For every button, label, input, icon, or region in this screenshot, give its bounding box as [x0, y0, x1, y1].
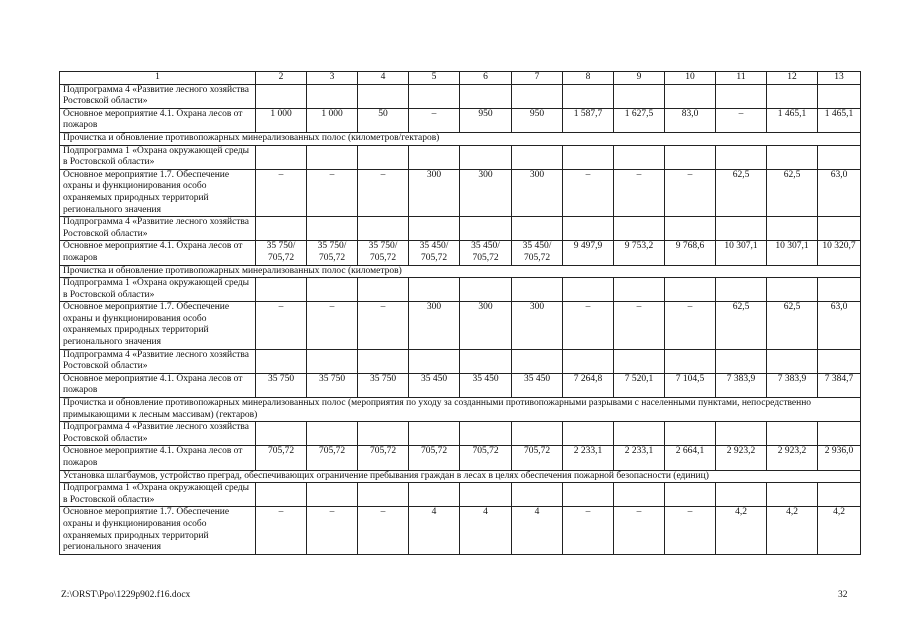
empty-cell: [563, 84, 614, 108]
empty-cell: [358, 217, 409, 241]
column-number: 5: [409, 72, 460, 85]
value-cell: –: [665, 169, 716, 216]
empty-cell: [818, 483, 861, 507]
value-cell: 950: [512, 108, 563, 132]
value-cell: 4: [409, 507, 460, 554]
value-cell: 2 233,1: [563, 446, 614, 470]
value-cell: 35 750: [307, 373, 358, 397]
empty-cell: [307, 349, 358, 373]
column-number: 10: [665, 72, 716, 85]
empty-cell: [409, 422, 460, 446]
empty-cell: [716, 349, 767, 373]
value-cell: 1 465,1: [767, 108, 818, 132]
empty-cell: [767, 349, 818, 373]
value-cell: –: [358, 169, 409, 216]
value-cell: 35 750/ 705,72: [256, 241, 307, 265]
empty-cell: [409, 145, 460, 169]
value-cell: 1 465,1: [818, 108, 861, 132]
empty-cell: [563, 278, 614, 302]
section-row: [60, 132, 861, 145]
subprogram-row: [60, 278, 861, 302]
empty-cell: [358, 84, 409, 108]
empty-cell: [665, 84, 716, 108]
table-row: [60, 507, 861, 554]
empty-cell: [512, 217, 563, 241]
empty-cell: [512, 84, 563, 108]
value-cell: –: [256, 302, 307, 349]
empty-cell: [358, 278, 409, 302]
empty-cell: [307, 278, 358, 302]
value-cell: 35 450: [512, 373, 563, 397]
value-cell: –: [614, 302, 665, 349]
measure-label: Основное мероприятие 1.7. Обеспечение охраны и функционирования особо охраняемых природных территорий регионального значения: [60, 507, 256, 554]
empty-cell: [767, 84, 818, 108]
empty-cell: [409, 483, 460, 507]
table-row: [60, 241, 861, 265]
empty-cell: [460, 84, 512, 108]
empty-cell: [460, 145, 512, 169]
empty-cell: [307, 422, 358, 446]
value-cell: 2 233,1: [614, 446, 665, 470]
value-cell: 4: [460, 507, 512, 554]
value-cell: 50: [358, 108, 409, 132]
value-cell: 83,0: [665, 108, 716, 132]
value-cell: 4: [512, 507, 563, 554]
value-cell: 10 320,7: [818, 241, 861, 265]
subprogram-row: [60, 483, 861, 507]
empty-cell: [307, 84, 358, 108]
value-cell: 10 307,1: [716, 241, 767, 265]
value-cell: –: [358, 507, 409, 554]
empty-cell: [716, 145, 767, 169]
empty-cell: [716, 422, 767, 446]
empty-cell: [409, 84, 460, 108]
column-number: 2: [256, 72, 307, 85]
value-cell: 300: [409, 169, 460, 216]
section-row: [60, 398, 861, 422]
empty-cell: [409, 217, 460, 241]
value-cell: –: [307, 507, 358, 554]
value-cell: 4,2: [818, 507, 861, 554]
empty-cell: [358, 483, 409, 507]
empty-cell: [256, 278, 307, 302]
empty-cell: [563, 422, 614, 446]
empty-cell: [512, 349, 563, 373]
column-number: 3: [307, 72, 358, 85]
value-cell: –: [563, 169, 614, 216]
column-number: 7: [512, 72, 563, 85]
value-cell: 705,72: [460, 446, 512, 470]
value-cell: 1 000: [307, 108, 358, 132]
subprogram-row: [60, 84, 861, 108]
value-cell: 7 383,9: [767, 373, 818, 397]
empty-cell: [614, 349, 665, 373]
section-row: [60, 470, 861, 483]
empty-cell: [460, 217, 512, 241]
empty-cell: [307, 145, 358, 169]
section-title: Прочистка и обновление противопожарных минерализованных полос (километров/гектаров): [60, 132, 861, 145]
empty-cell: [614, 84, 665, 108]
value-cell: 62,5: [716, 169, 767, 216]
column-number: 1: [60, 72, 256, 85]
empty-cell: [818, 349, 861, 373]
subprogram-label: Подпрограмма 4 «Развитие лесного хозяйства Ростовской области»: [60, 217, 256, 241]
empty-cell: [563, 217, 614, 241]
value-cell: –: [256, 507, 307, 554]
table-row: [60, 373, 861, 397]
value-cell: 300: [512, 169, 563, 216]
value-cell: 7 104,5: [665, 373, 716, 397]
table-body: [60, 72, 861, 555]
section-title: Прочистка и обновление противопожарных минерализованных полос (километров): [60, 265, 861, 278]
empty-cell: [818, 145, 861, 169]
column-number: 6: [460, 72, 512, 85]
empty-cell: [307, 483, 358, 507]
indicators-table: [59, 71, 861, 555]
value-cell: 35 450/ 705,72: [409, 241, 460, 265]
empty-cell: [818, 278, 861, 302]
subprogram-label: Подпрограмма 1 «Охрана окружающей среды в Ростовской области»: [60, 483, 256, 507]
empty-cell: [767, 217, 818, 241]
subprogram-row: [60, 217, 861, 241]
empty-cell: [256, 217, 307, 241]
empty-cell: [818, 422, 861, 446]
value-cell: 1 627,5: [614, 108, 665, 132]
value-cell: 7 383,9: [716, 373, 767, 397]
subprogram-row: [60, 145, 861, 169]
value-cell: 35 750: [358, 373, 409, 397]
value-cell: 35 750: [256, 373, 307, 397]
value-cell: 7 264,8: [563, 373, 614, 397]
value-cell: 705,72: [256, 446, 307, 470]
subprogram-row: [60, 349, 861, 373]
subprogram-label: Подпрограмма 4 «Развитие лесного хозяйства Ростовской области»: [60, 84, 256, 108]
empty-cell: [358, 349, 409, 373]
empty-cell: [460, 349, 512, 373]
table-row: [60, 446, 861, 470]
value-cell: 705,72: [358, 446, 409, 470]
value-cell: 2 923,2: [716, 446, 767, 470]
value-cell: –: [716, 108, 767, 132]
empty-cell: [409, 349, 460, 373]
empty-cell: [256, 145, 307, 169]
empty-cell: [563, 145, 614, 169]
empty-cell: [716, 278, 767, 302]
value-cell: 950: [460, 108, 512, 132]
subprogram-row: [60, 422, 861, 446]
value-cell: 63,0: [818, 302, 861, 349]
empty-cell: [716, 483, 767, 507]
empty-cell: [512, 483, 563, 507]
value-cell: 9 753,2: [614, 241, 665, 265]
section-title: Прочистка и обновление противопожарных минерализованных полос (мероприятия по уходу за созданными противопожарными разрывами с населенными пунктами, непосредственно примыкающими к лесным массивам) (гектаров): [60, 398, 861, 422]
empty-cell: [665, 349, 716, 373]
empty-cell: [665, 145, 716, 169]
empty-cell: [614, 145, 665, 169]
value-cell: 300: [460, 169, 512, 216]
page-number: 32: [838, 590, 848, 600]
value-cell: 35 450: [460, 373, 512, 397]
empty-cell: [665, 422, 716, 446]
value-cell: 7 520,1: [614, 373, 665, 397]
value-cell: 35 450/ 705,72: [460, 241, 512, 265]
value-cell: 63,0: [818, 169, 861, 216]
empty-cell: [614, 217, 665, 241]
empty-cell: [665, 483, 716, 507]
measure-label: Основное мероприятие 1.7. Обеспечение охраны и функционирования особо охраняемых природных территорий регионального значения: [60, 302, 256, 349]
value-cell: –: [256, 169, 307, 216]
value-cell: 705,72: [512, 446, 563, 470]
empty-cell: [767, 483, 818, 507]
value-cell: 7 384,7: [818, 373, 861, 397]
section-row: [60, 265, 861, 278]
empty-cell: [256, 349, 307, 373]
value-cell: –: [665, 302, 716, 349]
value-cell: –: [307, 169, 358, 216]
value-cell: 1 000: [256, 108, 307, 132]
value-cell: –: [409, 108, 460, 132]
empty-cell: [716, 217, 767, 241]
empty-cell: [716, 84, 767, 108]
table-row: [60, 108, 861, 132]
empty-cell: [409, 278, 460, 302]
subprogram-label: Подпрограмма 1 «Охрана окружающей среды в Ростовской области»: [60, 278, 256, 302]
empty-cell: [563, 483, 614, 507]
empty-cell: [614, 422, 665, 446]
empty-cell: [665, 278, 716, 302]
measure-label: Основное мероприятие 4.1. Охрана лесов от пожаров: [60, 373, 256, 397]
value-cell: 705,72: [307, 446, 358, 470]
column-number: 4: [358, 72, 409, 85]
value-cell: 4,2: [716, 507, 767, 554]
value-cell: –: [614, 507, 665, 554]
subprogram-label: Подпрограмма 1 «Охрана окружающей среды в Ростовской области»: [60, 145, 256, 169]
empty-cell: [307, 217, 358, 241]
subprogram-label: Подпрограмма 4 «Развитие лесного хозяйства Ростовской области»: [60, 349, 256, 373]
value-cell: 705,72: [409, 446, 460, 470]
empty-cell: [818, 84, 861, 108]
header-row: [60, 72, 861, 85]
value-cell: 2 923,2: [767, 446, 818, 470]
value-cell: 300: [512, 302, 563, 349]
table-row: [60, 302, 861, 349]
value-cell: –: [307, 302, 358, 349]
value-cell: 35 750/ 705,72: [307, 241, 358, 265]
value-cell: 9 768,6: [665, 241, 716, 265]
value-cell: –: [563, 507, 614, 554]
empty-cell: [767, 145, 818, 169]
value-cell: 10 307,1: [767, 241, 818, 265]
empty-cell: [614, 483, 665, 507]
subprogram-label: Подпрограмма 4 «Развитие лесного хозяйства Ростовской области»: [60, 422, 256, 446]
value-cell: 35 750/ 705,72: [358, 241, 409, 265]
value-cell: 62,5: [716, 302, 767, 349]
empty-cell: [767, 278, 818, 302]
column-number: 9: [614, 72, 665, 85]
column-number: 13: [818, 72, 861, 85]
value-cell: 9 497,9: [563, 241, 614, 265]
column-number: 12: [767, 72, 818, 85]
table-row: [60, 169, 861, 216]
value-cell: 4,2: [767, 507, 818, 554]
value-cell: –: [358, 302, 409, 349]
measure-label: Основное мероприятие 4.1. Охрана лесов от пожаров: [60, 108, 256, 132]
empty-cell: [512, 145, 563, 169]
value-cell: –: [563, 302, 614, 349]
empty-cell: [818, 217, 861, 241]
column-number: 11: [716, 72, 767, 85]
value-cell: 300: [409, 302, 460, 349]
value-cell: 62,5: [767, 302, 818, 349]
value-cell: 2 664,1: [665, 446, 716, 470]
empty-cell: [563, 349, 614, 373]
value-cell: –: [614, 169, 665, 216]
value-cell: 62,5: [767, 169, 818, 216]
column-number: 8: [563, 72, 614, 85]
empty-cell: [512, 278, 563, 302]
empty-cell: [460, 422, 512, 446]
value-cell: 35 450: [409, 373, 460, 397]
empty-cell: [358, 145, 409, 169]
measure-label: Основное мероприятие 4.1. Охрана лесов от пожаров: [60, 446, 256, 470]
empty-cell: [460, 278, 512, 302]
empty-cell: [256, 422, 307, 446]
value-cell: 35 450/ 705,72: [512, 241, 563, 265]
value-cell: 1 587,7: [563, 108, 614, 132]
footer-file-path: Z:\ORST\Ppo\1229p902.f16.docx: [61, 590, 191, 600]
empty-cell: [512, 422, 563, 446]
measure-label: Основное мероприятие 1.7. Обеспечение охраны и функционирования особо охраняемых природных территорий регионального значения: [60, 169, 256, 216]
value-cell: –: [665, 507, 716, 554]
measure-label: Основное мероприятие 4.1. Охрана лесов от пожаров: [60, 241, 256, 265]
empty-cell: [614, 278, 665, 302]
empty-cell: [460, 483, 512, 507]
empty-cell: [256, 483, 307, 507]
section-title: Установка шлагбаумов, устройство преград, обеспечивающих ограничение пребывания граждан в лесах в целях обеспечения пожарной безопасности (единиц): [60, 470, 861, 483]
value-cell: 300: [460, 302, 512, 349]
empty-cell: [767, 422, 818, 446]
empty-cell: [358, 422, 409, 446]
empty-cell: [256, 84, 307, 108]
empty-cell: [665, 217, 716, 241]
value-cell: 2 936,0: [818, 446, 861, 470]
